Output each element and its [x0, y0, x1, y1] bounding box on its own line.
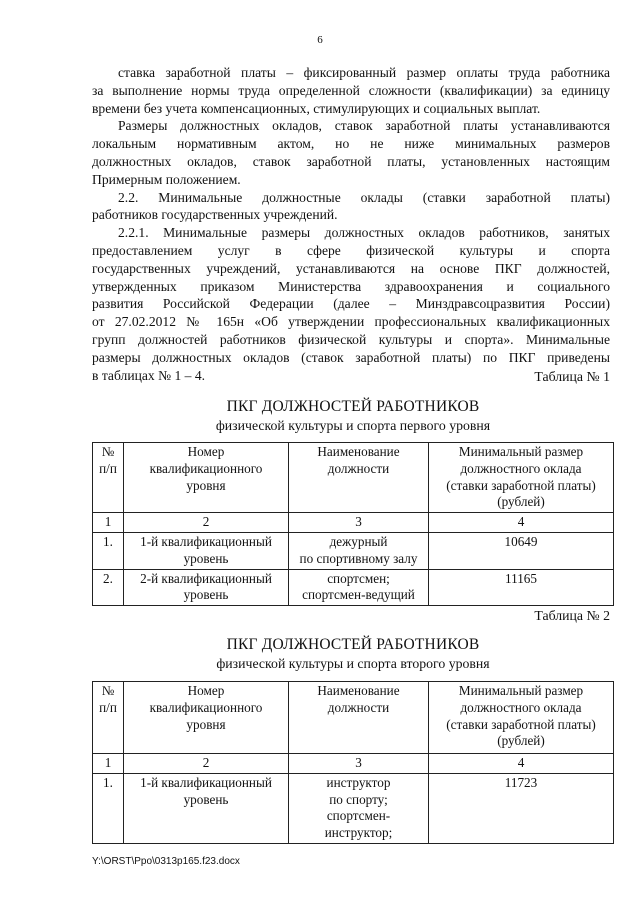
- body-line: за выполнение нормы труда определенной сложности (квалификации) за единицу: [92, 82, 610, 98]
- col-number: 3: [289, 513, 429, 533]
- row-level: [124, 569, 289, 606]
- pkg-table-2: [92, 681, 614, 844]
- col-number: 3: [289, 754, 429, 774]
- cell-line: Минимальный размер: [458, 683, 584, 698]
- cell-line: (рублей): [497, 733, 545, 749]
- cell-line: уровень: [183, 587, 229, 603]
- row-num: 1.: [93, 773, 124, 843]
- row-position: [289, 532, 429, 569]
- cell-line: спортсмен;: [327, 570, 390, 586]
- cell-line: п/п: [99, 460, 117, 476]
- table-1-title: ПКГ ДОЛЖНОСТЕЙ РАБОТНИКОВ: [226, 398, 480, 415]
- cell-line: инструктор;: [324, 825, 393, 841]
- body-line: размеры должностных окладов (ставок заработной платы) по ПКГ приведены: [92, 349, 610, 365]
- body-line: в таблицах № 1 – 4.: [92, 367, 206, 383]
- cell-line: №: [101, 444, 115, 459]
- body-line: от 27.02.2012 № 165н «Об утверждении профессиональных квалификационных: [92, 314, 610, 330]
- table-header-row: [93, 682, 614, 754]
- row-position: [289, 569, 429, 606]
- body-line: работников государственных учреждений.: [92, 207, 338, 223]
- table-header-row: [93, 443, 614, 513]
- row-salary: 11723: [429, 773, 614, 843]
- body-line: времени без учета компенсационных, стимулирующих и социальных выплат.: [92, 100, 541, 116]
- cell-line: квалификационного: [149, 460, 263, 476]
- row-num: 2.: [93, 569, 124, 606]
- column-number-row: [93, 513, 614, 533]
- body-line: государственных учреждений, устанавливаются на основе ПКГ должностей,: [92, 260, 610, 276]
- table-2-caption: Таблица № 2: [534, 608, 610, 623]
- cell-line: уровень: [183, 550, 229, 566]
- body-line: групп должностей работников физической культуры и спорта». Минимальные: [92, 331, 610, 347]
- body-text: [92, 64, 610, 384]
- row-salary: 11165: [429, 569, 614, 606]
- cell-line: Минимальный размер: [458, 444, 584, 459]
- header-salary: [429, 443, 614, 513]
- page-number: 6: [317, 34, 323, 46]
- col-number: 1: [93, 754, 124, 774]
- body-line: 2.2. Минимальные должностные оклады (ставки заработной платы): [118, 189, 610, 205]
- cell-line: №: [101, 683, 115, 698]
- table-row: [93, 569, 614, 606]
- body-line: утвержденных приказом Министерства здравоохранения и социального: [92, 278, 610, 294]
- body-line: предоставлением услуг в сфере физической культуры и спорта: [92, 242, 610, 258]
- cell-line: Наименование: [317, 444, 400, 459]
- cell-line: по спорту;: [329, 791, 388, 807]
- body-line: локальным нормативным актом, но не ниже минимальных размеров: [92, 136, 610, 152]
- body-line: Примерным положением.: [92, 171, 241, 187]
- table-2-title: ПКГ ДОЛЖНОСТЕЙ РАБОТНИКОВ: [226, 636, 480, 653]
- row-level: [124, 773, 289, 843]
- cell-line: по спортивному залу: [299, 550, 418, 566]
- cell-line: инструктор: [326, 774, 391, 790]
- body-line: должностных окладов, ставок заработной платы, установленных настоящим: [92, 153, 610, 169]
- body-line: ставка заработной платы – фиксированный размер оплаты труда работника: [118, 65, 610, 80]
- table-row: [93, 773, 614, 843]
- cell-line: должности: [327, 460, 390, 476]
- cell-line: должностного оклада: [460, 460, 582, 476]
- cell-line: Номер: [187, 683, 225, 698]
- cell-line: п/п: [99, 699, 117, 715]
- header-num: [93, 682, 124, 754]
- col-number: 2: [124, 754, 289, 774]
- header-level: [124, 682, 289, 754]
- cell-line: Номер: [187, 444, 225, 459]
- body-line: развития Российской Федерации (далее – Минздравсоцразвития России): [92, 296, 610, 312]
- cell-line: уровень: [183, 791, 229, 807]
- file-path-footer: Y:\ORST\Ppo\0313p165.f23.docx: [92, 856, 240, 867]
- column-number-row: [93, 754, 614, 774]
- cell-line: квалификационного: [149, 699, 263, 715]
- cell-line: Наименование: [317, 683, 400, 698]
- table-1-caption: Таблица № 1: [534, 369, 610, 384]
- body-line: 2.2.1. Минимальные размеры должностных окладов работников, занятых: [118, 225, 610, 241]
- header-num: [93, 443, 124, 513]
- cell-line: должности: [327, 699, 390, 715]
- body-line: Размеры должностных окладов, ставок заработной платы устанавливаются: [118, 118, 610, 134]
- table-1-subtitle: физической культуры и спорта первого уровня: [215, 418, 491, 433]
- cell-line: спортсмен-: [326, 808, 391, 824]
- cell-line: уровня: [186, 477, 226, 493]
- row-position: [289, 773, 429, 843]
- col-number: 4: [429, 513, 614, 533]
- col-number: 1: [93, 513, 124, 533]
- cell-line: дежурный: [329, 533, 388, 549]
- cell-line: 1-й квалификационный: [140, 774, 272, 790]
- row-num: 1.: [93, 532, 124, 569]
- col-number: 4: [429, 754, 614, 774]
- pkg-table-1: [92, 442, 614, 606]
- cell-line: спортсмен-ведущий: [302, 587, 415, 603]
- header-salary: [429, 682, 614, 754]
- cell-line: должностного оклада: [460, 699, 582, 715]
- row-salary: 10649: [429, 532, 614, 569]
- table-row: [93, 532, 614, 569]
- cell-line: 2-й квалификационный: [140, 570, 272, 586]
- cell-line: (ставки заработной платы): [446, 716, 596, 732]
- cell-line: (ставки заработной платы): [446, 477, 596, 493]
- cell-line: 1-й квалификационный: [140, 533, 272, 549]
- row-level: [124, 532, 289, 569]
- cell-line: уровня: [186, 716, 226, 732]
- cell-line: (рублей): [497, 494, 545, 510]
- table-2-subtitle: физической культуры и спорта второго уровня: [216, 656, 490, 671]
- col-number: 2: [124, 513, 289, 533]
- header-position: [289, 443, 429, 513]
- header-position: [289, 682, 429, 754]
- header-level: [124, 443, 289, 513]
